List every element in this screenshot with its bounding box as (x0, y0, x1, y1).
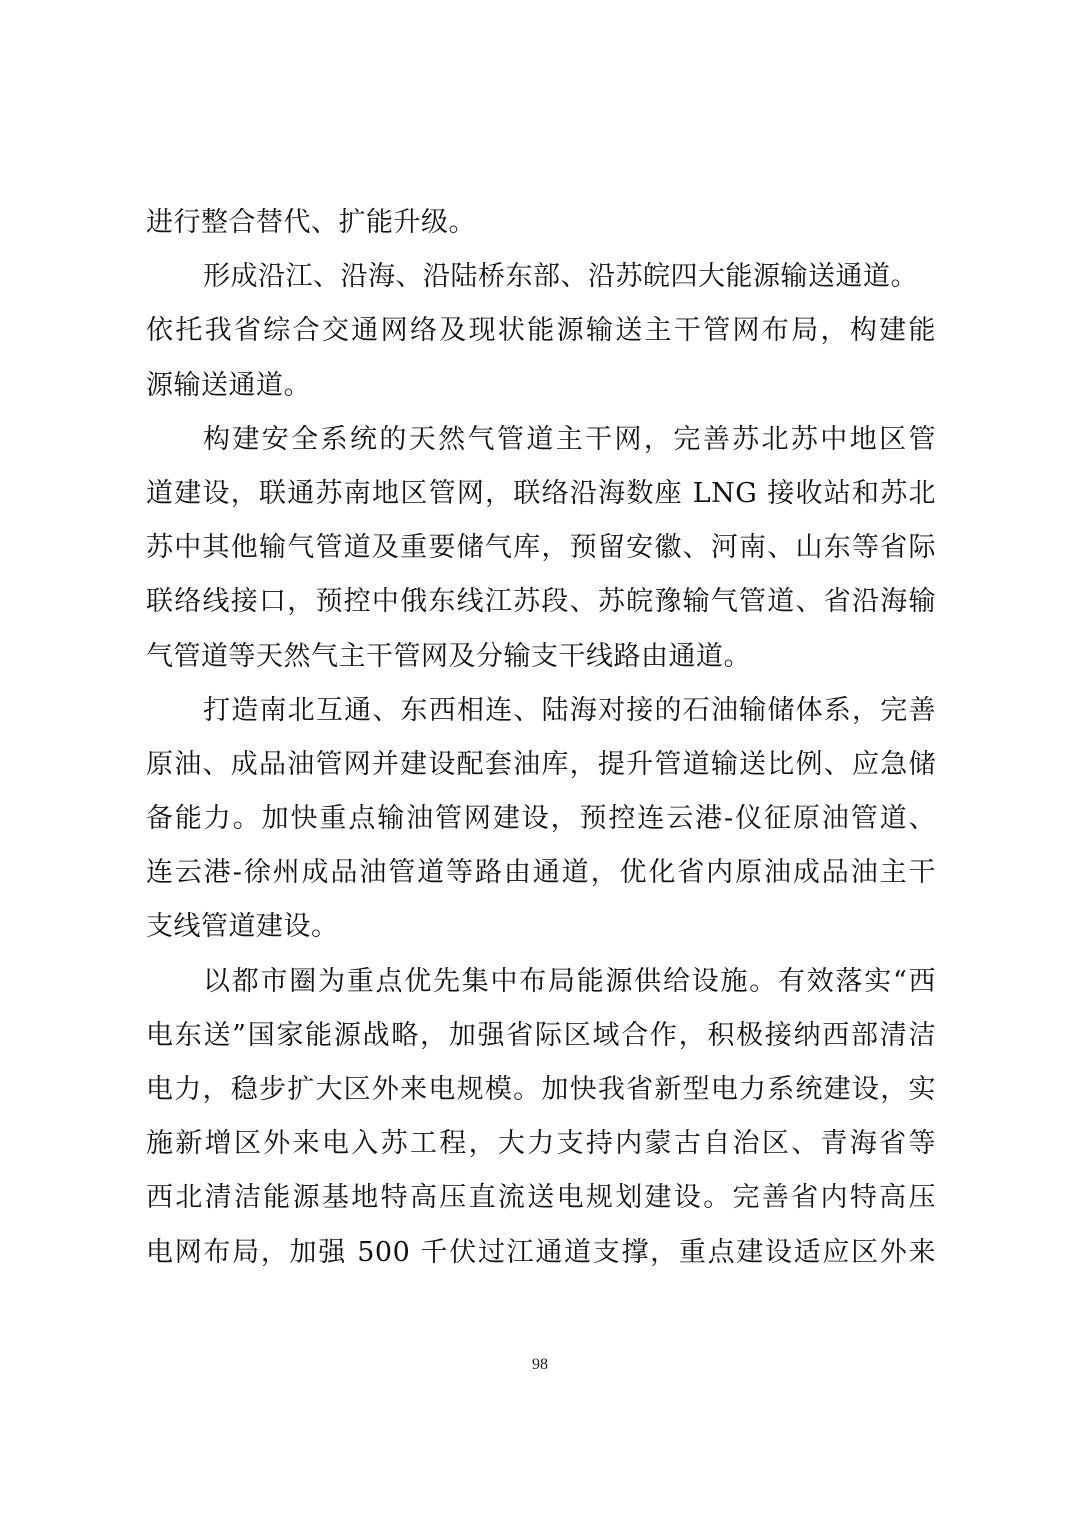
text-line: 打造南北互通、东西相连、陆海对接的石油输储体系，完善 (203, 694, 936, 726)
text-line: 连云港-徐州成品油管道等路由通道，优化省内原油成品油主干 (146, 857, 936, 889)
text-line: 原油、成品油管网并建设配套油库，提升管道输送比例、应急储 (146, 748, 936, 780)
text-line: 源输送通道。 (146, 369, 311, 401)
text-line: 联络线接口，预控中俄东线江苏段、苏皖豫输气管道、省沿海输 (146, 586, 936, 618)
text-line: 西北清洁能源基地特高压直流送电规划建设。完善省内特高压 (146, 1182, 936, 1214)
section-heading-line: 以都市圈为重点优先集中布局能源供给设施。有效落实“西 (203, 965, 936, 997)
text-line: 气管道等天然气主干管网及分输支干线路由通道。 (146, 640, 751, 672)
text-line: 施新增区外来电入苏工程，大力支持内蒙古自治区、青海省等 (146, 1128, 936, 1160)
text-line: 道建设，联通苏南地区管网，联络沿海数座 LNG 接收站和苏北 (146, 477, 936, 509)
text-line: 进行整合替代、扩能升级。 (146, 207, 476, 238)
text-line: 电力，稳步扩大区外来电规模。加快我省新型电力系统建设，实 (146, 1074, 936, 1105)
section-heading: 形成沿江、沿海、沿陆桥东部、沿苏皖四大能源输送通道。 (203, 261, 918, 293)
text-line: 电网布局，加强 500 千伏过江通道支撑，重点建设适应区外来 (146, 1236, 936, 1268)
text-line: 备能力。加快重点输油管网建设，预控连云港-仪征原油管道、 (146, 803, 936, 835)
text-line: 构建安全系统的天然气管道主干网，完善苏北苏中地区管 (203, 423, 936, 455)
text-line: 苏中其他输气管道及重要储气库，预留安徽、河南、山东等省际 (146, 532, 936, 564)
section-heading-line (146, 250, 936, 304)
section-heading: 以都市圈为重点优先集中布局能源供给设施。 (203, 965, 778, 997)
document-body (146, 196, 936, 1280)
page-number: 98 (532, 1356, 548, 1373)
text-line: 电东送”国家能源战略，加强省际区域合作，积极接纳西部清洁 (146, 1019, 936, 1051)
text-line: 支线管道建设。 (146, 911, 339, 943)
text-line: 依托我省综合交通网络及现状能源输送主干管网布局，构建能 (146, 315, 936, 347)
